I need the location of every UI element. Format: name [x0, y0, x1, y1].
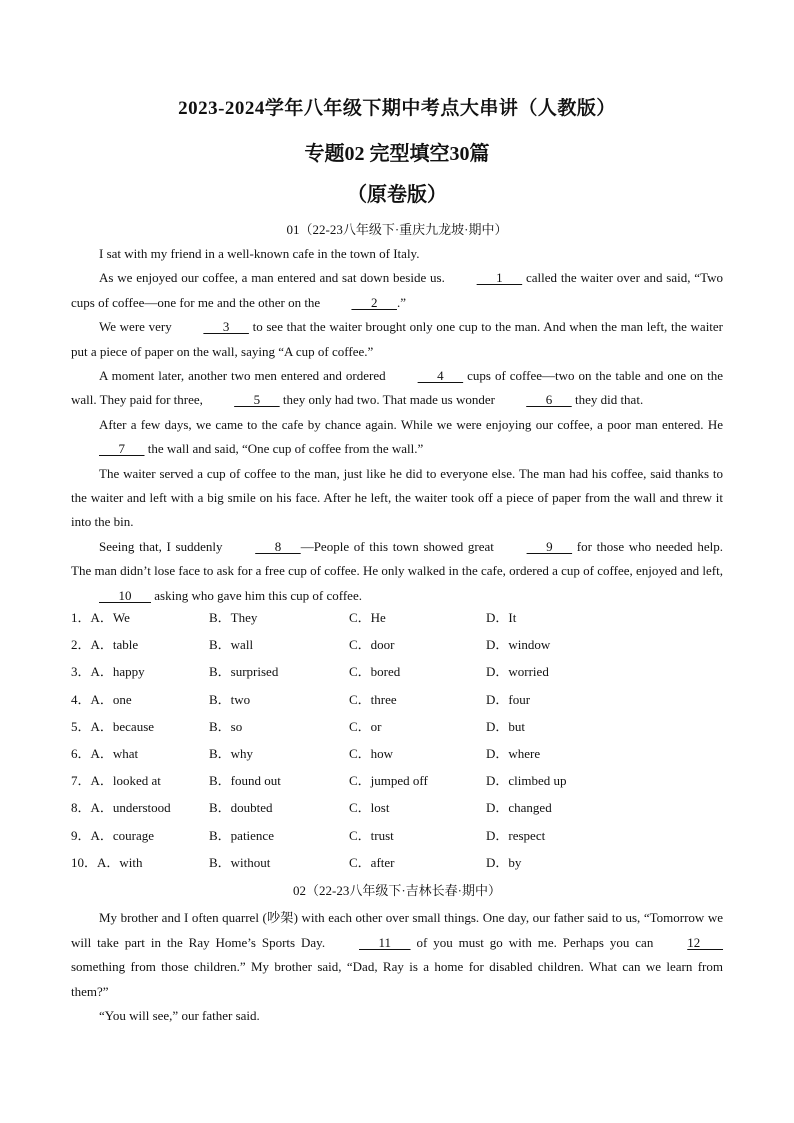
blank-2: 2: [351, 294, 397, 310]
option-b: B．patience: [209, 827, 274, 843]
blank-8: 8: [255, 538, 301, 554]
option-c: C．after: [349, 854, 395, 870]
option-a: 8．A．understood: [71, 800, 171, 816]
option-a: 9．A．courage: [71, 827, 155, 843]
option-d: D．by: [486, 854, 522, 870]
option-b: B．without: [209, 854, 271, 870]
option-a: 4．A．one: [71, 691, 132, 707]
blank-5: 5: [234, 392, 280, 408]
option-a: 3．A．happy: [71, 664, 145, 680]
text: for those who needed help. The man didn’t lose face to ask for a free cup of coffee. He only walked in the cafe, ordered a cup of coffee, enjoyed and left,: [71, 538, 724, 579]
paragraph: [71, 462, 723, 535]
option-c: C．how: [349, 745, 394, 761]
paragraph: [71, 315, 723, 364]
option-c: C．trust: [349, 827, 394, 843]
text: to see that the waiter brought only one cup to the man. And when the man left, the waiter put a piece of paper on the wall, saying “A cup of coffee.”: [71, 319, 724, 359]
option-b: B．found out: [209, 773, 281, 789]
option-row: [71, 822, 723, 849]
text: the wall and said, “One cup of coffee from the wall.”: [147, 441, 424, 457]
option-d: D．four: [486, 691, 531, 707]
option-b: B．wall: [209, 637, 254, 653]
option-row: [71, 658, 723, 685]
blank-9: 9: [526, 538, 573, 554]
text: Seeing that, I suddenly: [99, 538, 223, 554]
blank-1: 1: [476, 270, 523, 286]
option-d: D．climbed up: [486, 773, 567, 789]
document-title: 2023-2024学年八年级下期中考点大串讲（人教版）: [178, 98, 616, 119]
blank-11: 11: [359, 934, 411, 950]
option-c: C．three: [349, 691, 397, 707]
text: they did that.: [574, 392, 644, 408]
paragraph: [71, 906, 723, 1004]
text: As we enjoyed our coffee, a man entered and sat down beside us.: [99, 270, 445, 286]
option-d: D．changed: [486, 800, 552, 816]
paragraph: [71, 266, 723, 315]
text: We were very: [99, 319, 172, 335]
text: The waiter served a cup of coffee to the man, just like he did to everyone else. The man had his coffee, said thanks to the waiter and left with a big smile on his face. After he left, the waiter took off a piece of paper from the wall and threw it into the bin.: [71, 465, 723, 530]
document-subtitle: 专题02 完型填空30篇: [304, 143, 490, 165]
paragraph: [71, 1004, 723, 1029]
option-a: 10．A．with: [71, 854, 143, 870]
text: they only had two. That made us wonder: [282, 392, 495, 408]
text: A moment later, another two men entered and ordered: [99, 368, 386, 384]
text: I sat with my friend in a well-known cafe in the town of Italy.: [99, 246, 420, 261]
option-row: [71, 794, 723, 821]
option-a: 6．A．what: [71, 745, 139, 761]
passage-2-body: [71, 906, 723, 1029]
option-b: B．two: [209, 691, 251, 707]
option-d: D．It: [486, 610, 517, 625]
text: “You will see,” our father said.: [99, 1008, 260, 1024]
option-a: 2．A．table: [71, 637, 139, 653]
option-row: [71, 631, 723, 658]
passage-1-body: [71, 242, 723, 608]
option-c: C．bored: [349, 664, 401, 680]
passage-1-source: 01（22-23八年级下·重庆九龙坡·期中）: [286, 222, 508, 237]
option-row: [71, 767, 723, 794]
text: After a few days, we came to the cafe by chance again. While we were enjoying our coffee, a poor man entered. He: [99, 416, 723, 432]
option-d: D．worried: [486, 664, 549, 680]
option-d: D．respect: [486, 827, 546, 843]
blank-12: 12: [687, 934, 724, 950]
option-a: 5．A．because: [71, 718, 155, 734]
option-c: C．jumped off: [349, 773, 428, 789]
text: .”: [396, 294, 406, 310]
passage-2-source: 02（22-23八年级下·吉林长春·期中）: [293, 883, 501, 898]
text: —People of this town showed great: [300, 538, 494, 554]
option-c: C．door: [349, 637, 395, 653]
answer-options: [71, 604, 723, 876]
option-b: B．They: [209, 610, 258, 625]
paragraph: [71, 364, 723, 413]
text: something from those children.” My brother said, “Dad, Ray is a home for disabled children. What can we learn from them?”: [71, 959, 723, 999]
option-b: B．doubted: [209, 800, 273, 816]
option-row: [71, 740, 723, 767]
option-row: [71, 713, 723, 740]
text: asking who gave him this cup of coffee.: [154, 587, 362, 603]
text: of you must go with me. Perhaps you can: [416, 934, 654, 950]
text: cups of coffee—two on the table and one on the wall. They paid for three,: [71, 368, 724, 408]
option-a: 7．A．looked at: [71, 773, 161, 789]
edition-label: （原卷版）: [347, 184, 447, 206]
blank-3: 3: [203, 319, 249, 335]
blank-4: 4: [417, 368, 464, 384]
option-row: [71, 686, 723, 713]
option-b: B．so: [209, 718, 243, 734]
text: called the waiter over and said, “Two cups of coffee—one for me and the other on the: [71, 270, 723, 310]
option-a: 1．A．We: [71, 610, 130, 625]
blank-6: 6: [526, 392, 572, 408]
text: My brother and I often quarrel (吵架) with each other over small things. One day, our father said to us, “Tomorrow we will take part in the Ray Home’s Sports Day.: [71, 910, 723, 950]
blank-7: 7: [99, 441, 145, 457]
option-d: D．but: [486, 718, 526, 734]
option-row: [71, 604, 723, 631]
option-d: D．window: [486, 637, 551, 653]
paragraph: [71, 413, 723, 462]
option-b: B．why: [209, 745, 254, 761]
option-d: D．where: [486, 745, 541, 761]
option-b: B．surprised: [209, 664, 279, 680]
paragraph: [71, 242, 723, 266]
blank-10: 10: [99, 587, 151, 603]
option-c: C．He: [349, 610, 386, 625]
paragraph: [71, 535, 723, 608]
option-row: [71, 849, 723, 876]
option-c: C．or: [349, 718, 382, 734]
option-c: C．lost: [349, 800, 390, 816]
